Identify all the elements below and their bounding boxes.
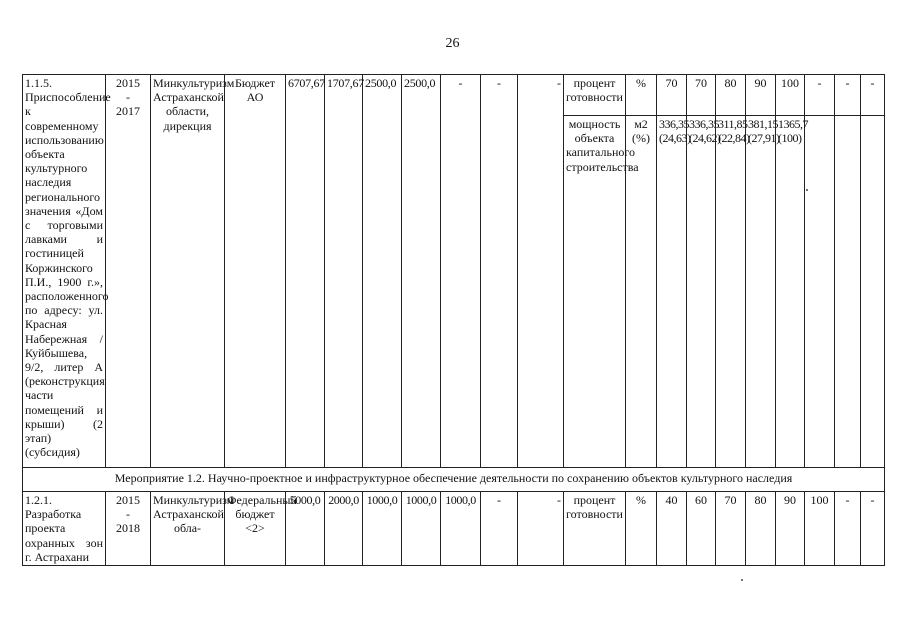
indicator-value: 100 [805,492,835,566]
indicator-value: 40 [657,492,687,566]
amount-2018: - [441,75,481,468]
amount-2015: 1707,67 [325,75,363,468]
indicator-value: 80 [746,492,776,566]
amount-2018: 1000,0 [441,492,481,566]
indicator-value: 70 [687,75,716,116]
indicator-value: 336,35 (24,63) [657,116,687,468]
scan-speck [806,189,808,191]
amount-2019: - [481,75,518,468]
indicator-name: мощность объекта капитального строительства [564,116,626,468]
period-cell [106,492,151,566]
amount-2016: 2500,0 [363,75,402,468]
program-table [22,74,885,566]
indicator-value: - [805,75,835,116]
indicator-value: - [835,75,861,116]
indicator-value-empty [861,116,885,468]
indicator-name: процент готовности [564,75,626,116]
section-title: Мероприятие 1.2. Научно-проектное и инфраструктурное обеспечение деятельности по сохранению объектов культурного наследия [23,468,885,492]
indicator-value: 100 [776,75,805,116]
period-sep: - [126,507,130,522]
indicator-value: - [861,75,885,116]
indicator-value: 336,35 (24,62) [687,116,716,468]
source-cell [225,492,297,566]
amount-total: 5000,0 [286,492,325,566]
indicator-value: 60 [687,492,716,566]
executor: Минкультуризм Астраханской области, дирекция [153,76,235,133]
amount-total: 6707,67 [286,75,325,468]
table-row [23,492,885,566]
section-row [23,468,885,492]
indicator-value-empty [805,116,835,468]
funding-source: Бюджет АО [234,76,276,105]
indicator-unit: м2 (%) [626,116,657,468]
period-cell [106,75,151,468]
measure-name: 1.1.5. Приспособление к современному использованию объекта культурного наследия регионального значения «Дом с торговыми лавками и гостиницей Коржинского П.И., 1900 г.», расположенного по адресу: ул. Красная Набережная / Куйбышева, 9/2, литер А (реконструкция части помещений и крыши) (2 этап) (субсидия) [25,76,111,460]
indicator-value: 381,15 (27,91) [746,116,776,468]
measure-name-cell [23,492,106,566]
measure-name: 1.2.1. Разработка проекта охранных зон г. Астрахани [25,493,103,564]
amount-2020: - [518,492,564,566]
indicator-unit: % [626,75,657,116]
indicator-value: 311,85 (22,84) [716,116,746,468]
indicator-name: процент готовности [564,492,626,566]
page-number: 26 [445,36,460,51]
indicator-value-empty [835,116,861,468]
scan-speck [741,579,743,581]
indicator-unit: % [626,492,657,566]
indicator-value: 90 [746,75,776,116]
indicator-value: 1365,7 (100) [776,116,805,468]
indicator-value: 80 [716,75,746,116]
indicator-value: - [861,492,885,566]
table-row [23,75,885,116]
period-sep: - [126,90,130,105]
amount-2015: 2000,0 [325,492,363,566]
indicator-value: 90 [776,492,805,566]
indicator-value: 70 [657,75,687,116]
indicator-value: - [835,492,861,566]
funding-source: Федеральный бюджет <2> [227,493,297,536]
period-start: 2015 [116,493,140,507]
amount-2016: 1000,0 [363,492,402,566]
amount-2019: - [481,492,518,566]
amount-2017: 2500,0 [402,75,441,468]
period-end: 2018 [116,521,140,536]
amount-2020: - [518,75,564,468]
executor: Минкультуризм Астраханской обла- [153,493,235,536]
source-cell [225,75,286,468]
executor-cell [151,75,235,468]
indicator-value: 70 [716,492,746,566]
amount-2017: 1000,0 [402,492,441,566]
executor-cell [151,492,235,566]
period-start: 2015 [116,76,140,90]
period-end: 2017 [116,104,140,119]
measure-name-cell [23,75,111,468]
